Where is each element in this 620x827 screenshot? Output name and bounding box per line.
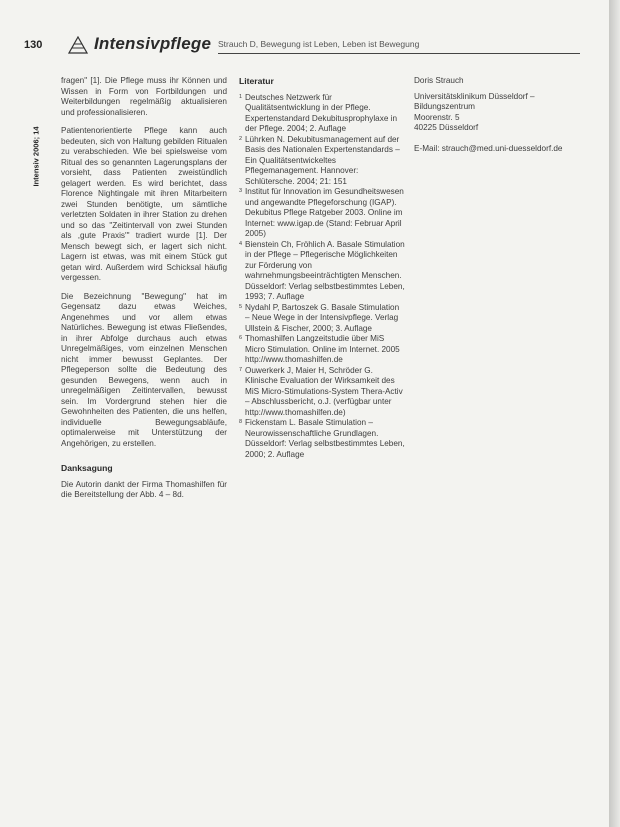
header-rule <box>218 53 580 54</box>
body-paragraph: Patientenorientierte Pflege kann auch bedeuten, sich von Haltung gebilden Ritualen zu verabschieden. Wie bei spielsweise vom Ritual des so genannten Lagerungsplans der vorsieht, dass Patienten zweistündlich gelagert werden. Es wird berichtet, dass Florence Nightingale mit ihren Mitarbeitern zwei Stunden benötigte, um sämtliche verletzten Soldaten in ihrer Station zu drehen und so das "Zeitintervall von zwei Stunden als ,gute Praxis'" tradiert wurde [1]. Der Mensch bewegt sich, er lagert sich nicht. Lagern ist etwas, was mit einem Stück gut getan wird. Außerdem wird Schicksal häufig vergessen. <box>61 126 227 282</box>
journal-name: Intensivpflege <box>94 34 212 53</box>
reference-number: 8 <box>239 419 243 425</box>
author-name: Doris Strauch <box>414 76 464 85</box>
address-line: Moorenstr. 5 <box>414 112 460 122</box>
page-edge-shadow <box>609 0 620 827</box>
reference-number: 4 <box>239 240 243 247</box>
reference-item <box>239 418 405 460</box>
reference-item <box>239 135 405 188</box>
reference-number: 5 <box>239 303 243 310</box>
address-line: Bildungszentrum <box>414 102 475 111</box>
reference-text: Bienstein Ch, Fröhlich A. Basale Stimulation in der Pflege – Pflegerische Möglichkeiten zur Förderung von wahrnehmungsbeeinträchtigten Menschen. Düsseldorf: Verlag selbstbestimmtes Leben, 1993; 7. Auflage <box>245 239 405 301</box>
reference-text: Fickenstam L. Basale Stimulation – Neurowissenschaftliche Grundlagen. Düsseldorf: Verlag selbstbestimmtes Leben, 2000; 2. Auflage <box>245 418 405 459</box>
acknowledgement-heading: Danksagung <box>61 463 113 473</box>
reference-item <box>239 187 405 240</box>
running-header-authors: Strauch D, Bewegung ist Leben, Leben ist Bewegung <box>218 39 420 49</box>
acknowledgement-text: Die Autorin dankt der Firma Thomashilfen für die Bereitstellung der Abb. 4 – 8d. <box>61 479 227 499</box>
reference-item <box>239 334 405 366</box>
reference-item <box>239 240 405 303</box>
journal-logo-icon <box>68 36 88 54</box>
column-references <box>239 76 405 460</box>
author-email: E-Mail: strauch@med.uni-duesseldorf.de <box>414 143 563 153</box>
reference-item <box>239 93 405 135</box>
address-line: Universitätsklinikum Düsseldorf – <box>414 91 535 101</box>
reference-item <box>239 303 405 335</box>
side-label-text: Intensiv 2006; 14 <box>31 126 41 187</box>
reference-text: Institut für Innovation im Gesundheitswesen und angewandte Pflegeforschung (IGAP). Dekubitus Pflege Ratgeber 2003. Online im Internet: www.igap.de (Stand: Februar April 2005) <box>245 187 404 238</box>
reference-number: 3 <box>239 188 243 194</box>
address-line: 40225 Düsseldorf <box>414 123 479 132</box>
reference-list <box>239 93 405 461</box>
page-number: 130 <box>24 39 43 51</box>
references-heading: Literatur <box>239 76 274 86</box>
reference-text: Thomashilfen Langzeitstudie über MiS Micro Stimulation. Online im Internet. 2005 http://www.thomashilfen.de <box>245 334 400 364</box>
reference-number: 6 <box>239 335 243 341</box>
reference-text: Ouwerkerk J, Maier H, Schröder G. Klinische Evaluation der Wirksamkeit des MiS Micro-Stimulations-System Thera-Activ – Abschlussbericht, o.J. (verfügbar unter http://www.thomashilfen.de) <box>245 365 403 417</box>
body-paragraph: Die Bezeichnung "Bewegung" hat im Gegensatz dazu etwas Weiches, Angenehmes und vor allem etwas Natürliches. Bewegung ist etwas Fließendes, in ihrer Abfolge durchaus auch etwas Unregelmäßiges, vom einzelnen Menschen nicht immer bewusst Geplantes. Der Pflegeperson sollte die Bedeutung des gesunden Bewegens, wenn auch in unregelmäßigen Zeitintervallen, bewusst sein. Im Vordergrund stehen hier die Gewohnheiten des Patienten, die uns helfen, individuelle Bewegungsabläufe, optimalerweise mit Unterstützung der Angehörigen, zu erstellen. <box>61 291 227 448</box>
page-header <box>24 34 584 56</box>
column-author-address <box>414 76 564 154</box>
reference-number: 1 <box>239 93 243 100</box>
reference-text: Deutsches Netzwerk für Qualitätsentwicklung in der Pflege. Expertenstandard Dekubitusprophylaxe in der Pflege. 2004; 2. Auflage <box>245 92 398 133</box>
reference-item <box>239 366 405 419</box>
side-label <box>30 112 40 192</box>
reference-text: Lührken N. Dekubitusmanagement auf der Basis des Nationalen Expertenstandards – Ein Qualitätsentwickeltes Pflegemanagement. Hannover: Schlütersche. 2004; 21: 151 <box>245 134 400 186</box>
reference-number: 2 <box>239 135 243 142</box>
body-paragraph: fragen" [1]. Die Pflege muss ihr Können und Wissen in Form von Fortbildungen und Weiterbildungen regelmäßig aktualisieren und professionalisieren. <box>61 76 227 117</box>
reference-number: 7 <box>239 366 243 373</box>
column-main-text <box>61 76 227 509</box>
reference-text: Nydahl P, Bartoszek G. Basale Stimulation – Neue Wege in der Intensivpflege. Verlag Ullstein & Fischer, 2000; 3. Auflage <box>245 302 400 333</box>
